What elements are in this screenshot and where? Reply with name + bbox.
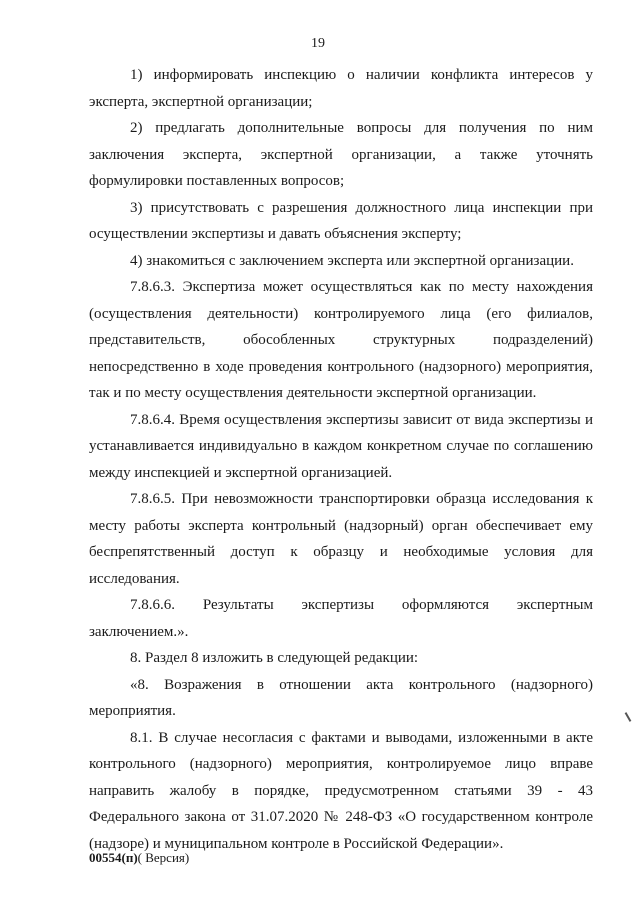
footer-code: 00554(п)	[89, 850, 138, 865]
paragraph-7-8-6-6: 7.8.6.6. Результаты экспертизы оформляются экспертным заключением.».	[89, 597, 593, 640]
paragraph-7-8-6-5: 7.8.6.5. При невозможности транспортировки образца исследования к месту работы эксперта контрольный (надзорный) орган обеспечивает ему беспрепятственный доступ к образцу и необходимые условия для исследования.	[89, 491, 593, 587]
paragraph-section-8-intro: 8. Раздел 8 изложить в следующей редакции:	[130, 650, 419, 666]
paragraph-8-1: 8.1. В случае несогласия с фактами и выводами, изложенными в акте контрольного (надзорного) мероприятия, контролируемое лицо вправе направить жалобу в порядке, предусмотренном статьями 39 - 43 Федерального закона от 31.07.2020 № 248-ФЗ «О государственном контроле (надзоре) и муниципальном контроле в Российской Федерации».	[89, 729, 593, 852]
footer-version: ( Версия)	[137, 850, 190, 865]
page-number: 19	[311, 36, 325, 51]
scan-artifact-mark	[625, 712, 632, 722]
paragraph-7-8-6-4: 7.8.6.4. Время осуществления экспертизы зависит от вида экспертизы и устанавливается индивидуально в каждом конкретном случае по соглашению между инспекцией и экспертной организацией.	[89, 411, 593, 481]
section-8-heading: «8. Возражения в отношении акта контрольного (надзорного) мероприятия.	[89, 676, 593, 719]
paragraph-item-1: 1) информировать инспекцию о наличии конфликта интересов у эксперта, экспертной организации;	[89, 67, 593, 110]
paragraph-item-4: 4) знакомиться с заключением эксперта или экспертной организации.	[130, 252, 574, 269]
paragraph-item-3: 3) присутствовать с разрешения должностного лица инспекции при осуществлении экспертизы и давать объяснения эксперту;	[89, 199, 593, 242]
paragraph-item-2: 2) предлагать дополнительные вопросы для получения по ним заключения эксперта, экспертной организации, а также уточнять формулировки поставленных вопросов;	[89, 120, 593, 189]
document-body	[89, 62, 593, 857]
paragraph-7-8-6-3: 7.8.6.3. Экспертиза может осуществляться как по месту нахождения (осуществления деятельности) контролируемого лица (его филиалов, представительств, обособленных структурных подразделений) непосредственно в ходе проведения контрольного (надзорного) мероприятия, так и по месту осуществления деятельности экспертной организации.	[89, 279, 593, 401]
document-footer-code	[89, 850, 189, 866]
